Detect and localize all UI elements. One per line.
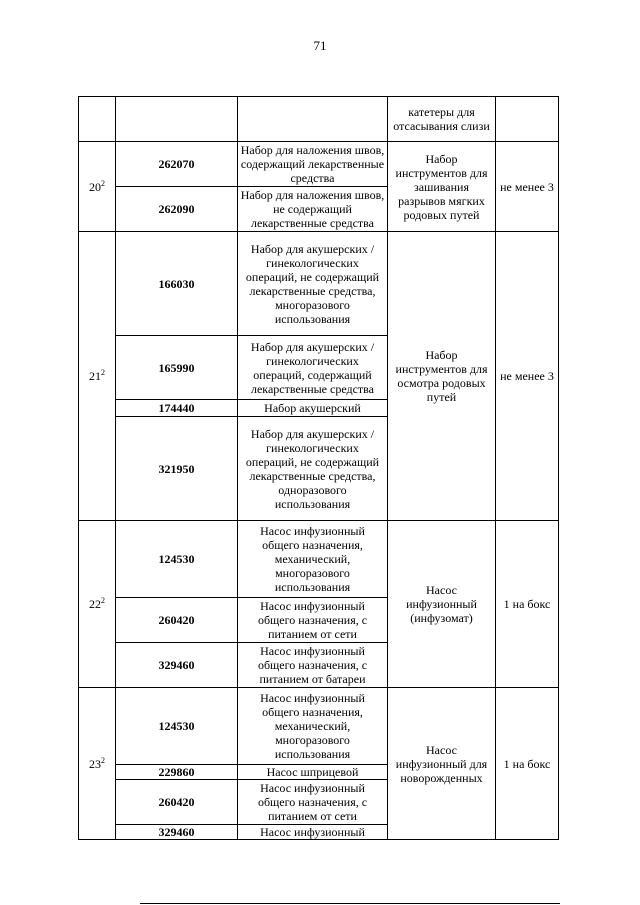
description-cell: Набор инструментов для осмотра родовых путей	[388, 232, 496, 521]
page-number: 71	[313, 38, 327, 53]
row-number	[79, 232, 116, 521]
equipment-table	[78, 96, 559, 840]
description-cell: Набор инструментов для зашивания разрывов мягких родовых путей	[388, 142, 496, 232]
page-bottom-rule	[140, 903, 560, 904]
code-cell: 262070	[116, 142, 238, 187]
name-cell: Набор акушерский	[238, 400, 388, 417]
row-number-sup: 2	[101, 596, 105, 605]
row-number-main: 22	[89, 597, 101, 611]
name-cell: Насос инфузионный общего назначения, с питанием от батареи	[238, 643, 388, 688]
name-cell: Набор для наложения швов, содержащий лекарственные средства	[238, 142, 388, 187]
code-cell: 229860	[116, 765, 238, 780]
name-cell: Насос инфузионный общего назначения, механический, многоразового использования	[238, 688, 388, 765]
code-cell: 260420	[116, 780, 238, 825]
name-cell: Набор для наложения швов, не содержащий лекарственные средства	[238, 187, 388, 232]
table-row	[79, 97, 559, 142]
code-cell: 321950	[116, 417, 238, 521]
name-cell: Набор для акушерских /гинекологических операций, не содержащий лекарственные средства, многоразового использования	[238, 232, 388, 336]
description-cell: Насос инфузионный для новорожденных	[388, 688, 496, 840]
quantity-cell: 1 на бокс	[496, 688, 559, 840]
name-cell: Насос инфузионный общего назначения, механический, многоразового использования	[238, 521, 388, 598]
name-cell: Насос инфузионный общего назначения, с питанием от сети	[238, 598, 388, 643]
quantity-cell: не менее 3	[496, 142, 559, 232]
code-cell: 124530	[116, 688, 238, 765]
name-cell: Насос инфузионный общего назначения, с питанием от сети	[238, 780, 388, 825]
description-cell: Насос инфузионный (инфузомат)	[388, 521, 496, 688]
row-number-main: 21	[89, 369, 101, 383]
quantity-cell	[496, 97, 559, 142]
quantity-cell: 1 на бокс	[496, 521, 559, 688]
number-cell	[79, 97, 116, 142]
row-number-main: 20	[89, 179, 101, 194]
code-cell: 260420	[116, 598, 238, 643]
name-cell: Насос инфузионный	[238, 825, 388, 840]
table-row	[79, 142, 559, 187]
row-number-main: 23	[89, 756, 101, 771]
row-number-sup: 2	[101, 368, 105, 377]
code-cell	[116, 97, 238, 142]
name-cell	[238, 97, 388, 142]
name-cell: Насос шприцевой	[238, 765, 388, 780]
code-cell: 329460	[116, 643, 238, 688]
table-row	[79, 688, 559, 765]
row-number	[79, 521, 116, 688]
code-cell: 329460	[116, 825, 238, 840]
row-number	[79, 688, 116, 840]
code-cell: 262090	[116, 187, 238, 232]
description-cell: катетеры для отсасывания слизи	[388, 97, 496, 142]
table-row	[79, 521, 559, 598]
row-number	[79, 142, 116, 232]
table-row	[79, 232, 559, 336]
name-cell: Набор для акушерских /гинекологических операций, содержащий лекарственные средства	[238, 336, 388, 400]
row-number-sup: 2	[101, 755, 105, 765]
name-cell: Набор для акушерских /гинекологических операций, не содержащий лекарственные средства, одноразового использования	[238, 417, 388, 521]
row-number-sup: 2	[101, 178, 105, 188]
code-cell: 174440	[116, 400, 238, 417]
quantity-cell: не менее 3	[496, 232, 559, 521]
code-cell: 165990	[116, 336, 238, 400]
code-cell: 124530	[116, 521, 238, 598]
code-cell: 166030	[116, 232, 238, 336]
